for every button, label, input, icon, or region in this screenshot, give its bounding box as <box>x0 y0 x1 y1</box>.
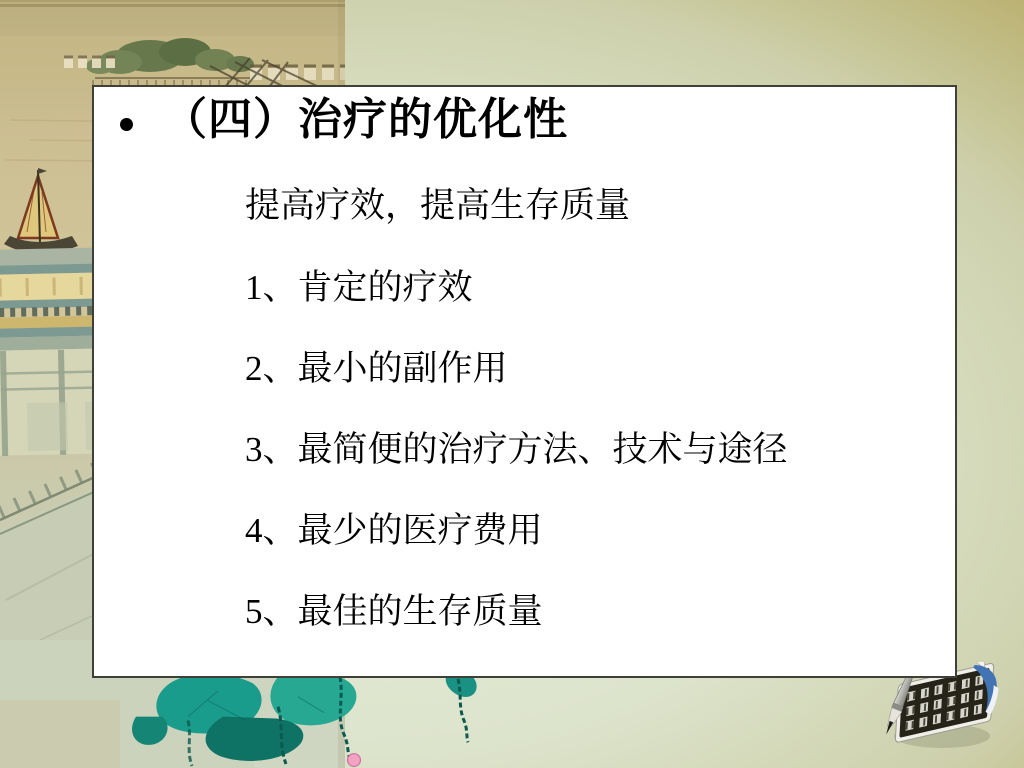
subtitle-line: 提高疗效，提高生存质量 <box>245 186 631 225</box>
lotus-bud <box>348 754 361 767</box>
list-item: 5、最佳的生存质量 <box>245 592 543 631</box>
lotus-leaf <box>270 677 356 725</box>
lotus-leaf <box>132 717 168 745</box>
slide-title: （四）治疗的优化性 <box>163 95 568 144</box>
content-box <box>92 85 957 678</box>
lotus-leaf <box>206 717 304 761</box>
lotus-leaf <box>446 677 477 697</box>
lotus-leaves-painting <box>128 677 518 768</box>
title-bullet-dot <box>120 118 133 131</box>
list-item: 2、最小的副作用 <box>245 349 508 388</box>
list-item: 1、肯定的疗效 <box>245 268 473 307</box>
list-item: 4、最少的医疗费用 <box>245 511 543 550</box>
list-item: 3、最简便的治疗方法、技术与途径 <box>245 430 788 469</box>
